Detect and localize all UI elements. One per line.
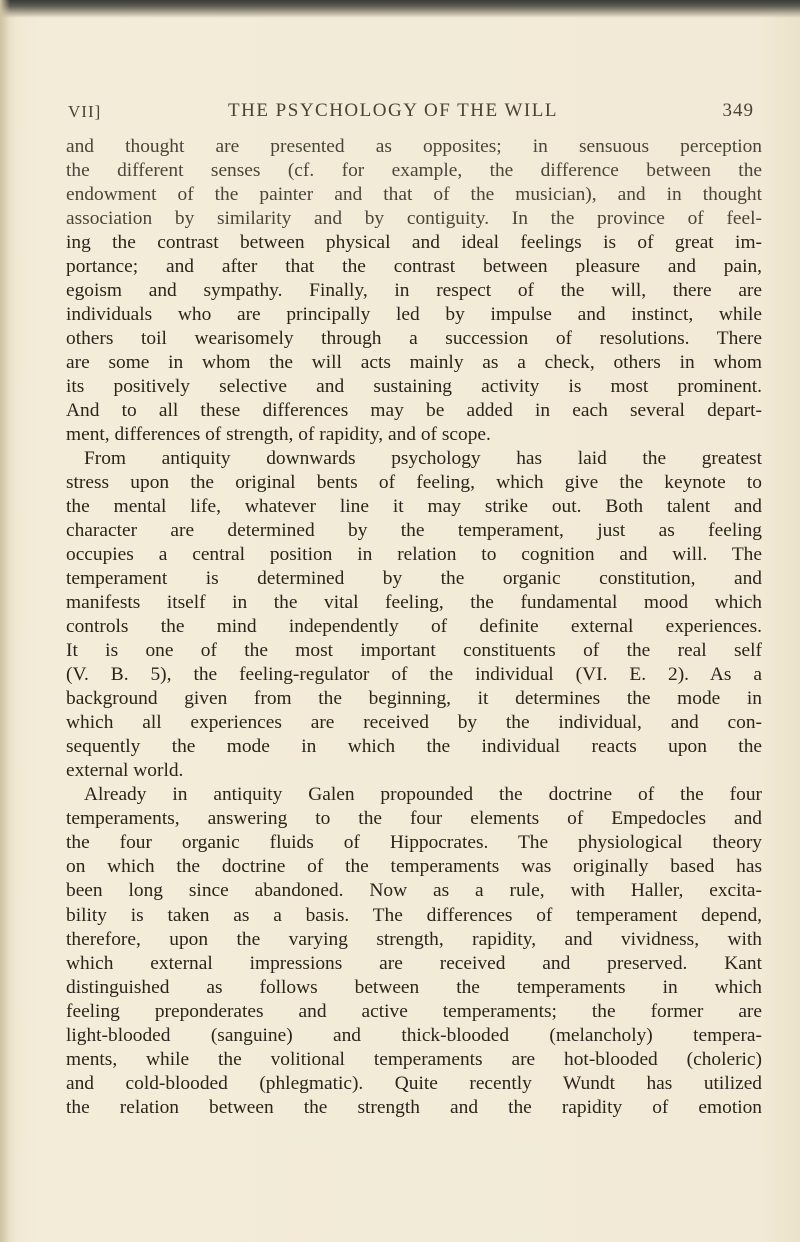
paragraph-start-line: Already in antiquity Galen propounded the doctrine of the four [84, 784, 762, 806]
text-line: And to all these differences may be added in each several depart- [66, 400, 762, 422]
text-line: character are determined by the temperament, just as feeling [66, 520, 762, 542]
text-line: ment, differences of strength, of rapidity, and of scope. [66, 424, 491, 446]
text-line: background given from the beginning, it determines the mode in [66, 688, 762, 710]
text-line: and thought are presented as opposites; in sensuous perception [66, 136, 762, 157]
text-line: on which the doctrine of the temperaments was originally based has [66, 856, 762, 878]
text-line: its positively selective and sustaining activity is most prominent. [66, 376, 762, 398]
page-number: 349 [722, 100, 754, 121]
body-text [66, 135, 762, 1120]
text-line: temperament is determined by the organic constitution, and [66, 568, 762, 590]
text-line: ments, while the volitional temperaments are hot-blooded (choleric) [66, 1048, 762, 1070]
text-line: association by similarity and by contiguity. In the province of feel- [66, 208, 762, 230]
text-line: the relation between the strength and the rapidity of emotion [66, 1096, 762, 1118]
text-line: temperaments, answering to the four elements of Empedocles and [66, 808, 762, 830]
text-line: occupies a central position in relation to cognition and will. The [66, 544, 762, 566]
text-line: bility is taken as a basis. The differences of temperament depend, [66, 904, 762, 926]
text-line: feeling preponderates and active temperaments; the former are [66, 1000, 762, 1022]
text-line: It is one of the most important constituents of the real self [66, 640, 762, 662]
text-line: which all experiences are received by the individual, and con- [66, 712, 762, 734]
text-line: the four organic fluids of Hippocrates. The physiological theory [66, 832, 762, 854]
text-line: which external impressions are received and preserved. Kant [66, 952, 762, 974]
text-line: sequently the mode in which the individual reacts upon the [66, 736, 762, 758]
text-line: individuals who are principally led by impulse and instinct, while [66, 304, 762, 326]
text-line: therefore, upon the varying strength, rapidity, and vividness, with [66, 928, 762, 950]
text-line: the mental life, whatever line it may strike out. Both talent and [66, 496, 762, 518]
text-line: others toil wearisomely through a succession of resolutions. There [66, 328, 762, 350]
text-line: been long since abandoned. Now as a rule, with Haller, excita- [66, 880, 762, 902]
text-line: endowment of the painter and that of the musician), and in thought [66, 184, 762, 206]
text-line: egoism and sympathy. Finally, in respect of the will, there are [66, 280, 762, 302]
running-head [68, 100, 768, 128]
text-line: ing the contrast between physical and ideal feelings is of great im- [66, 232, 762, 254]
text-line: and cold-blooded (phlegmatic). Quite recently Wundt has utilized [66, 1072, 762, 1094]
text-line: stress upon the original bents of feeling, which give the keynote to [66, 472, 762, 494]
text-line: the different senses (cf. for example, the difference between the [66, 160, 762, 182]
running-head-title: THE PSYCHOLOGY OF THE WILL [228, 100, 558, 121]
text-line: external world. [66, 760, 184, 782]
chapter-marker: VII] [68, 102, 102, 121]
text-line: manifests itself in the vital feeling, the fundamental mood which [66, 592, 762, 614]
text-line: are some in whom the will acts mainly as a check, others in whom [66, 352, 762, 374]
text-line: (V. B. 5), the feeling-regulator of the individual (VI. E. 2). As a [66, 664, 762, 686]
text-line: light-blooded (sanguine) and thick-blooded (melancholy) tempera- [66, 1024, 762, 1046]
text-line: portance; and after that the contrast between pleasure and pain, [66, 256, 762, 278]
text-line: controls the mind independently of definite external experiences. [66, 616, 762, 638]
paragraph-start-line: From antiquity downwards psychology has laid the greatest [84, 448, 762, 470]
text-line: distinguished as follows between the temperaments in which [66, 976, 762, 998]
